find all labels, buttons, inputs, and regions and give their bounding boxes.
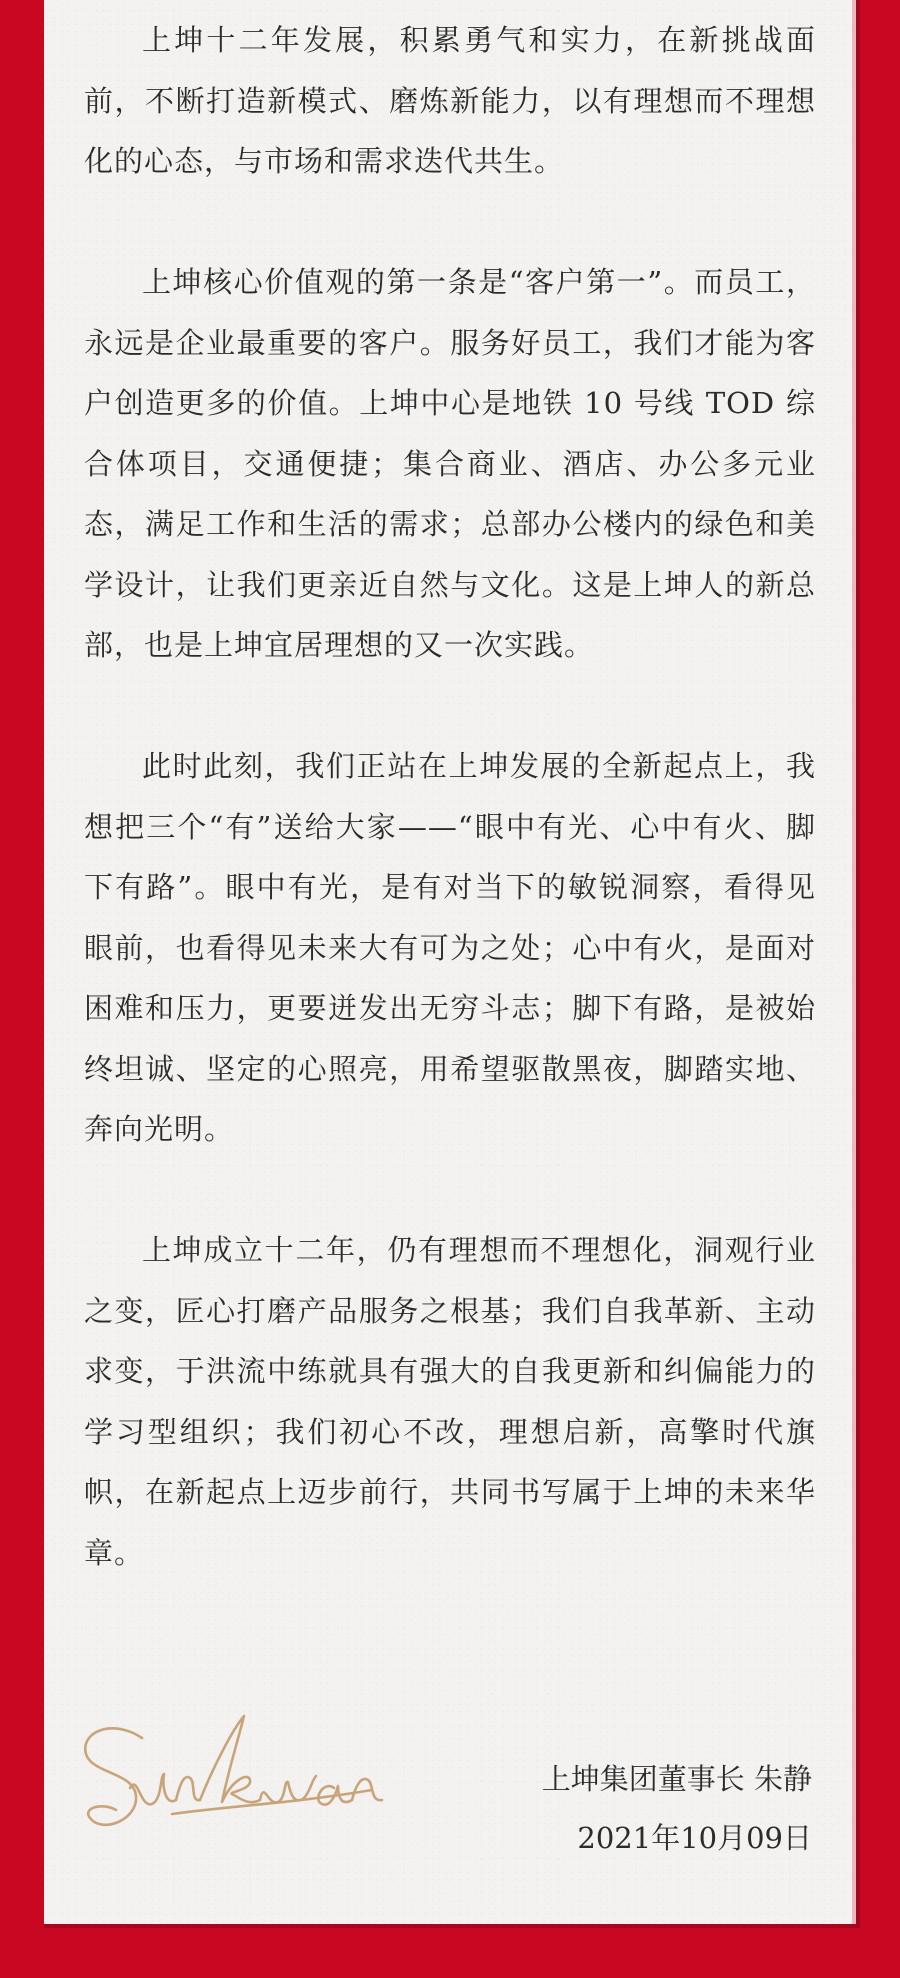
handwritten-signature bbox=[72, 1710, 472, 1840]
letter-body bbox=[84, 10, 816, 1644]
paragraph-4: 上坤成立十二年，仍有理想而不理想化，洞观行业之变，匠心打磨产品服务之根基；我们自我革新、主动求变，于洪流中练就具有强大的自我更新和纠偏能力的学习型组织；我们初心不改，理想启新，高擎时代旗帜，在新起点上迈步前行，共同书写属于上坤的未来华章。 bbox=[84, 1233, 816, 1570]
paragraph-1: 上坤十二年发展，积累勇气和实力，在新挑战面前，不断打造新模式、磨炼新能力，以有理想而不理想化的心态，与市场和需求迭代共生。 bbox=[84, 23, 816, 178]
paragraph-2: 上坤核心价值观的第一条是“客户第一”。而员工，永远是企业最重要的客户。服务好员工，我们才能为客户创造更多的价值。上坤中心是地铁 10 号线 TOD 综合体项目，交通便捷；集合商业、酒店、办公多元业态，满足工作和生活的需求；总部办公楼内的绿色和美学设计，让我们更亲近自然与文化。这是上坤人的新总部，也是上坤宜居理想的又一次实践。 bbox=[84, 265, 816, 662]
paragraph-3: 此时此刻，我们正站在上坤发展的全新起点上，我想把三个“有”送给大家——“眼中有光、心中有火、脚下有路”。眼中有光，是有对当下的敏锐洞察，看得见眼前，也看得见未来大有可为之处；心中有火，是面对困难和压力，更要迸发出无穷斗志；脚下有路，是被始终坦诚、坚定的心照亮，用希望驱散黑夜，脚踏实地、奔向光明。 bbox=[84, 749, 816, 1146]
letter-date: 2021年10月09日 bbox=[577, 1821, 812, 1855]
signer-title: 上坤集团董事长 朱静 bbox=[541, 1762, 812, 1796]
